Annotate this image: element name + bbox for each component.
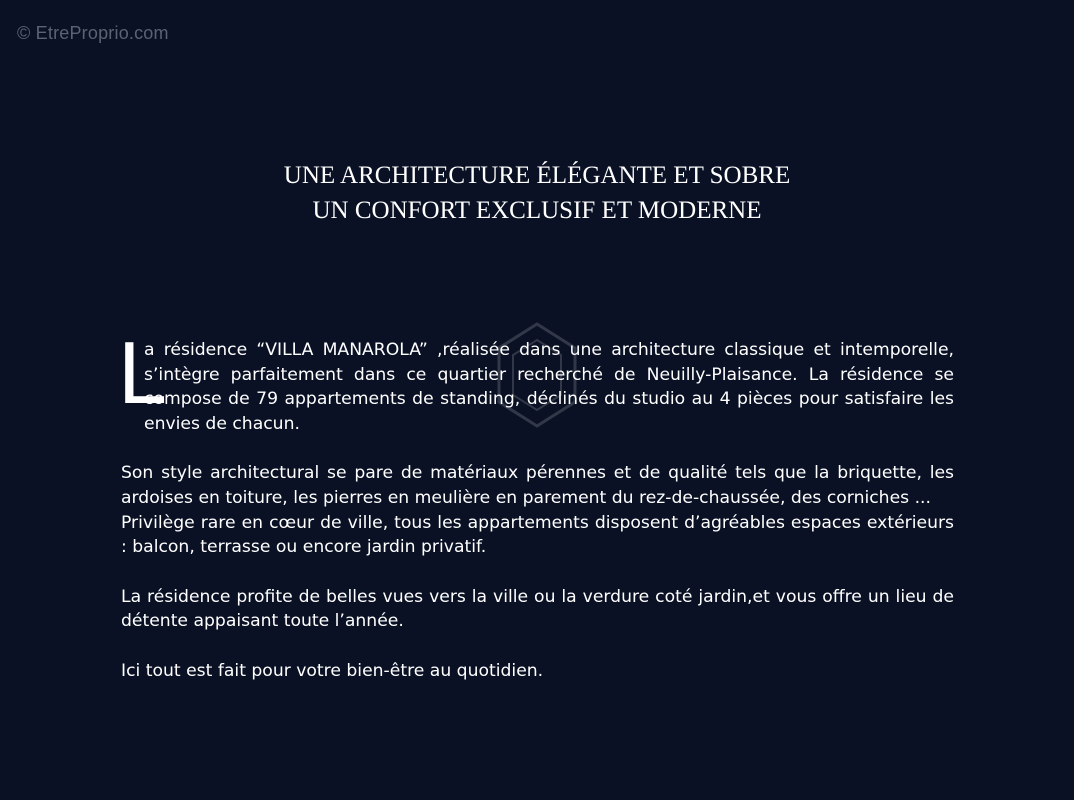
style-text: Son style architectural se pare de matériaux pérennes et de qualité tels que la briquette, les ardoises en toiture, les pierres en meulière en parement du rez-de-chaussée, des corniches ... (121, 463, 954, 508)
closing-paragraph: Ici tout est fait pour votre bien-être au quotidien. (121, 660, 544, 681)
copyright-watermark: © EtreProprio.com (17, 23, 169, 43)
intro-paragraph (118, 323, 954, 436)
materials-privilege-paragraph (121, 461, 954, 559)
headline (0, 158, 1074, 228)
privilege-text: Privilège rare en cœur de ville, tous les appartements disposent d’agréables espaces extérieurs : balcon, terrasse ou encore jardin privatif. (121, 512, 954, 558)
drop-cap: L (118, 323, 167, 422)
views-paragraph: La résidence profite de belles vues vers la ville ou la verdure coté jardin,et vous offre un lieu de détente appaisant toute l’année. (121, 586, 954, 632)
headline-line-1: UNE ARCHITECTURE ÉLÉGANTE ET SOBRE (283, 162, 791, 189)
headline-line-2: UN CONFORT EXCLUSIF ET MODERNE (312, 197, 762, 224)
description-body (118, 323, 954, 709)
intro-text: a résidence “VILLA MANAROLA” ,réalisée dans une architecture classique et intemporelle, s’intègre parfaitement dans ce quartier recherché de Neuilly-Plaisance. La résidence se compose de 79 appartements de standing, déclinés du studio au 4 pièces pour satisfaire les envies de chacun. (144, 340, 954, 434)
